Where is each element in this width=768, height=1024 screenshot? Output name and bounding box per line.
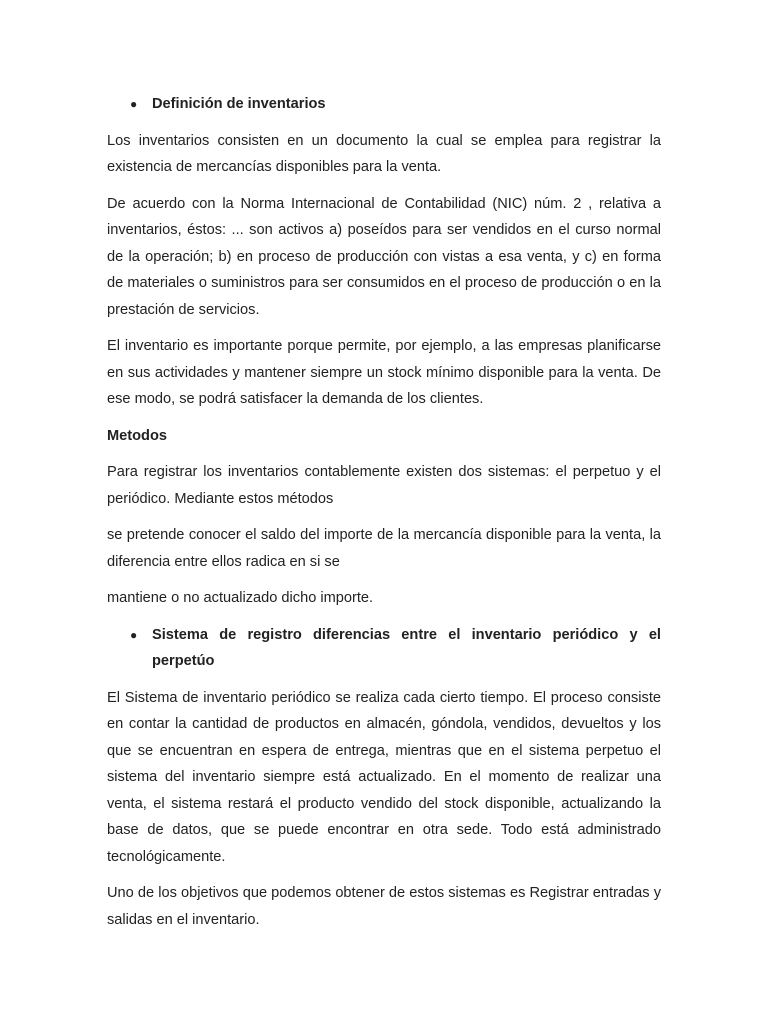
paragraph-metodos-3: mantiene o no actualizado dicho importe. <box>107 590 374 606</box>
heading-definicion: Definición de inventarios <box>152 96 326 112</box>
bullet-heading-definicion <box>107 91 661 118</box>
paragraph-metodos-1: Para registrar los inventarios contablemente existen dos sistemas: el perpetuo y el periódico. Mediante estos métodos <box>107 464 661 507</box>
bullet-icon: ● <box>130 97 138 111</box>
paragraph-sistema: El Sistema de inventario periódico se realiza cada cierto tiempo. El proceso consiste en contar la cantidad de productos en almacén, góndola, vendidos, devueltos y los que se encuentran en espera de entrega, mientras que en el sistema perpetuo el sistema del inventario siempre está actualizado. En el momento de realizar una venta, el sistema restará el producto vendido del stock disponible, actualizando la base de datos, que se puede encontrar en otra sede. Todo está administrado tecnológicamente. <box>107 689 661 865</box>
paragraph-importancia: El inventario es importante porque permite, por ejemplo, a las empresas planificarse en sus actividades y mantener siempre un stock mínimo disponible para la venta. De ese modo, se podrá satisfacer la demanda de los clientes. <box>107 338 661 407</box>
heading-sistema: Sistema de registro diferencias entre el inventario periódico y el perpetúo <box>152 626 661 669</box>
paragraph-definicion: Los inventarios consisten en un documento la cual se emplea para registrar la existencia de mercancías disponibles para la venta. <box>107 132 661 175</box>
paragraph-objetivos: Uno de los objetivos que podemos obtener de estos sistemas es Registrar entradas y salidas en el inventario. <box>107 885 661 928</box>
paragraph-metodos-2: se pretende conocer el saldo del importe de la mercancía disponible para la venta, la diferencia entre ellos radica en si se <box>107 527 661 570</box>
bullet-heading-sistema <box>107 622 661 675</box>
heading-metodos: Metodos <box>107 427 167 444</box>
paragraph-nic: De acuerdo con la Norma Internacional de Contabilidad (NIC) núm. 2 , relativa a inventarios, éstos: ... son activos a) poseídos para ser vendidos en el curso normal de la operación; b) en proceso de producción con vistas a esa venta, y c) en forma de materiales o suministros para ser consumidos en el proceso de producción o en la prestación de servicios. <box>107 195 661 318</box>
bullet-icon: ● <box>130 627 138 642</box>
document-body <box>107 91 661 943</box>
